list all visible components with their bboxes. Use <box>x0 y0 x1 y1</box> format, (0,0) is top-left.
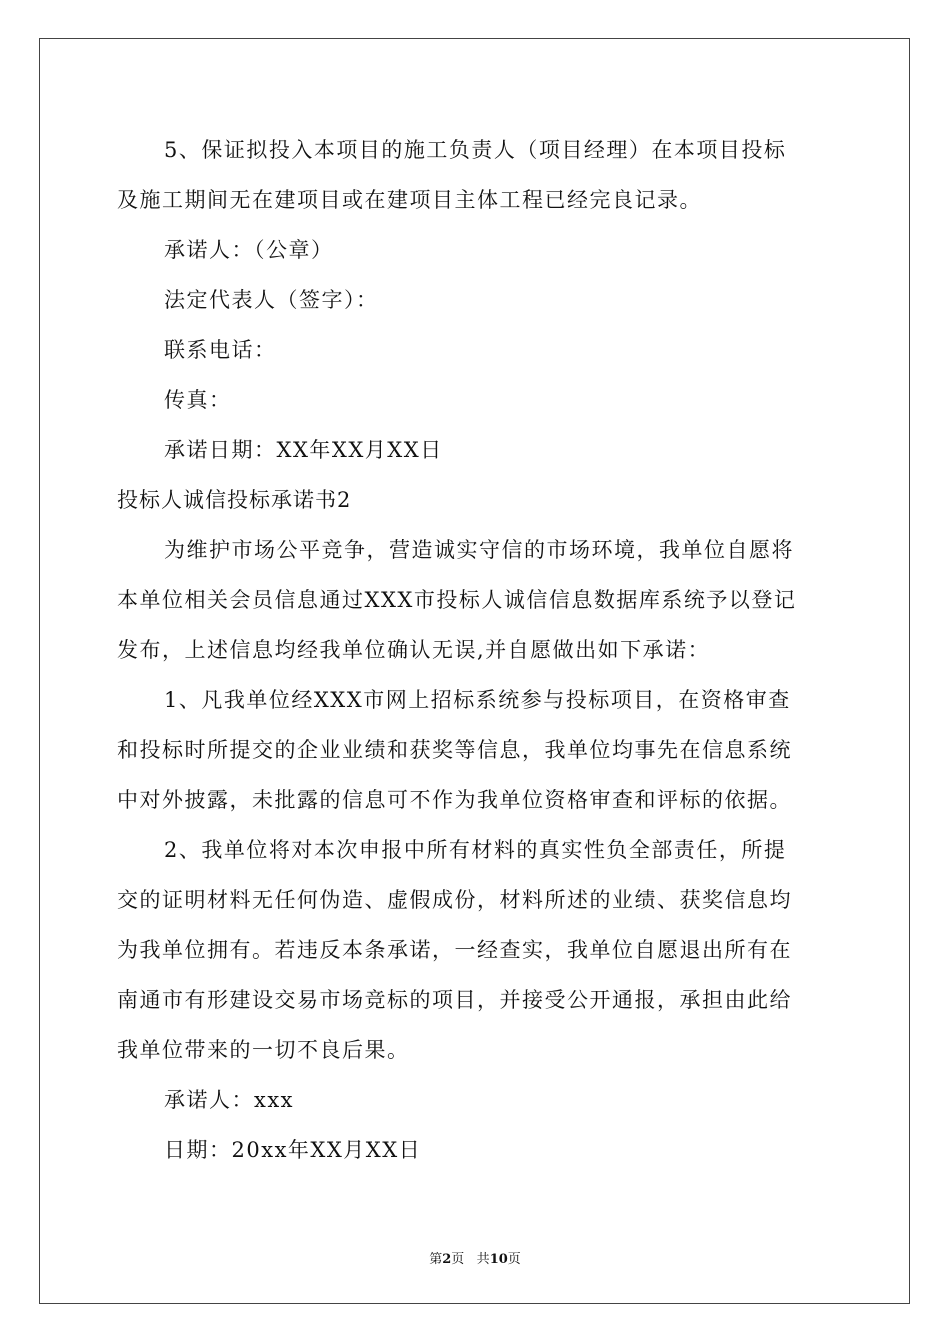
paragraph-line: 为我单位拥有。若违反本条承诺，一经查实，我单位自愿退出所有在 <box>117 938 792 962</box>
paragraph-line: 南通市有形建设交易市场竞标的项目，并接受公开通报，承担由此给 <box>117 988 792 1012</box>
paragraph-line: 2、我单位将对本次申报中所有材料的真实性负全部责任，所提 <box>164 838 787 862</box>
paragraph-intro <box>117 525 835 675</box>
page-prefix: 第 <box>429 1252 443 1267</box>
paragraph-line: 我单位带来的一切不良后果。 <box>117 1038 410 1062</box>
page-number: 2 <box>442 1252 452 1267</box>
page-footer <box>0 1248 950 1267</box>
total-prefix: 共 <box>476 1252 490 1267</box>
document-body <box>117 125 835 1175</box>
legal-representative-line: 法定代表人（签字）： <box>164 288 379 312</box>
promisor-seal-line: 承诺人：（公章） <box>164 238 334 262</box>
page-suffix: 页 <box>451 1252 465 1267</box>
phone-line: 联系电话： <box>164 338 277 362</box>
paragraph-line: 及施工期间无在建项目或在建项目主体工程已经完良记录。 <box>117 188 702 212</box>
paragraph-guarantee-5 <box>117 125 835 225</box>
paragraph-line: 发布，上述信息均经我单位确认无误,并自愿做出如下承诺： <box>117 638 711 662</box>
paragraph-line: 本单位相关会员信息通过XXX市投标人诚信信息数据库系统予以登记 <box>117 588 797 612</box>
paragraph-line: 1、凡我单位经XXX市网上招标系统参与投标项目，在资格审查 <box>164 688 791 712</box>
promisor-line: 承诺人：xxx <box>164 1088 295 1112</box>
promise-date-line: 承诺日期：XX年XX月XX日 <box>164 438 443 462</box>
paragraph-line: 和投标时所提交的企业业绩和获奖等信息，我单位均事先在信息系统 <box>117 738 792 762</box>
paragraph-line: 5、保证拟投入本项目的施工负责人（项目经理）在本项目投标 <box>164 138 787 162</box>
paragraph-line: 为维护市场公平竞争，营造诚实守信的市场环境，我单位自愿将 <box>164 538 794 562</box>
fax-line: 传真： <box>164 388 232 412</box>
total-suffix: 页 <box>507 1252 521 1267</box>
date-line: 日期：20xx年XX月XX日 <box>164 1138 422 1162</box>
paragraph-commitment-2 <box>117 825 835 1075</box>
section-heading: 投标人诚信投标承诺书2 <box>117 488 352 512</box>
total-pages: 10 <box>489 1252 508 1267</box>
paragraph-line: 中对外披露，未批露的信息可不作为我单位资格审查和评标的依据。 <box>117 788 792 812</box>
paragraph-commitment-1 <box>117 675 835 825</box>
paragraph-line: 交的证明材料无任何伪造、虚假成份，材料所述的业绩、获奖信息均 <box>117 888 792 912</box>
